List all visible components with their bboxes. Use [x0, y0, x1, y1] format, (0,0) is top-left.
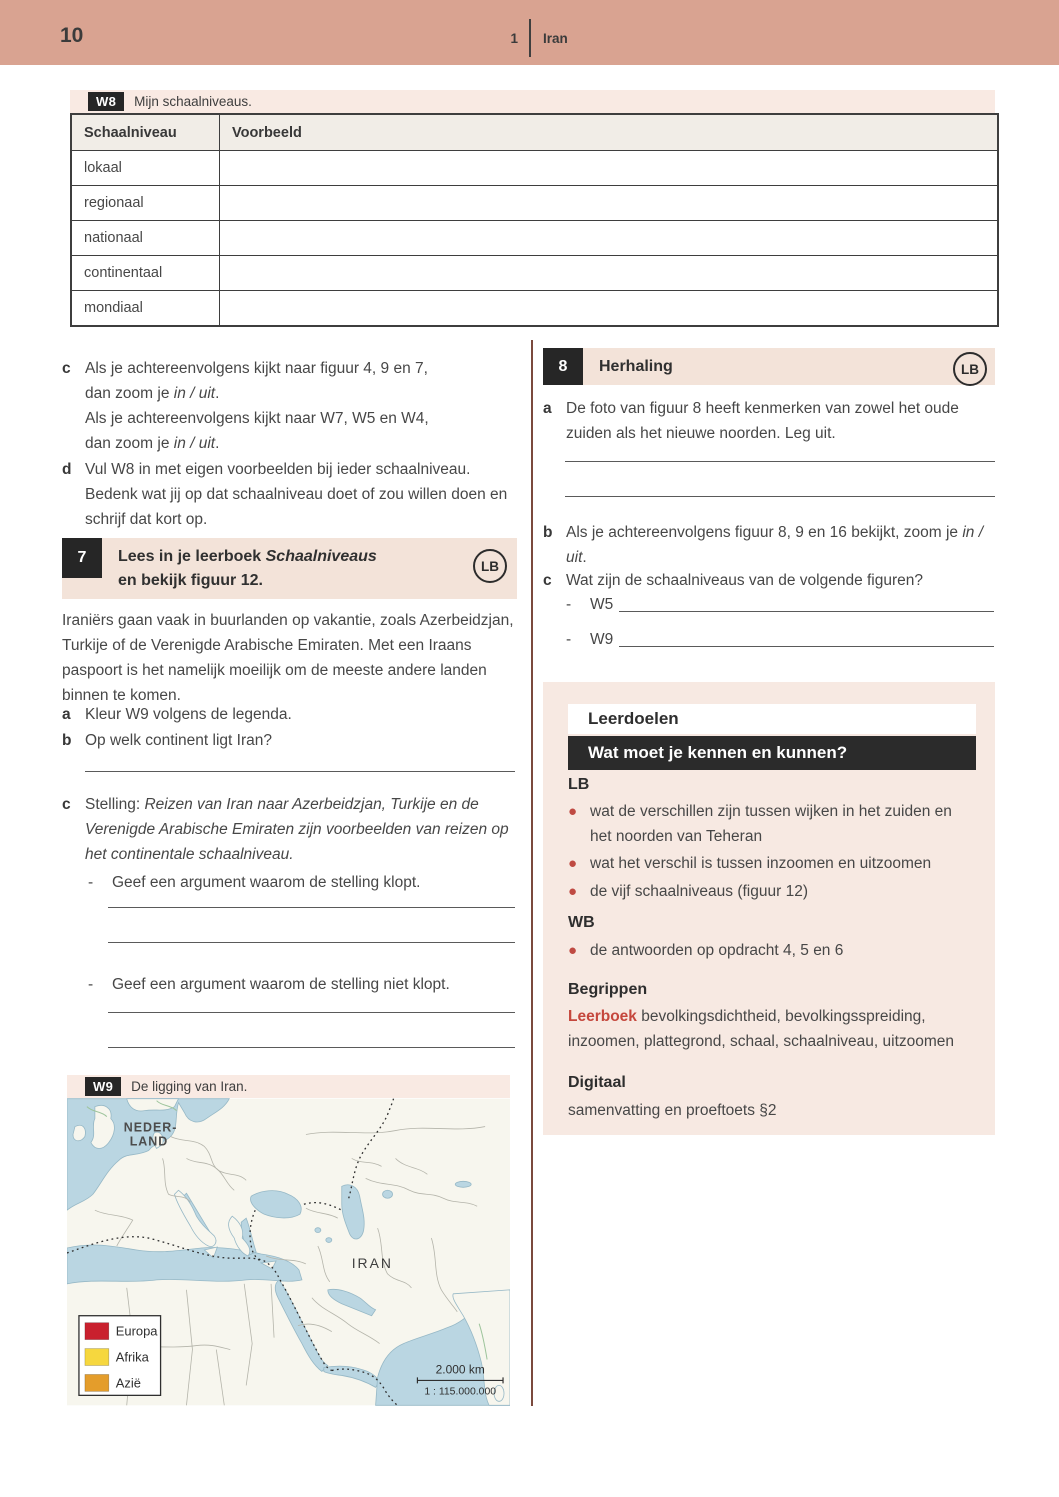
legend-label: Afrika [115, 1349, 149, 1365]
question-text [85, 792, 517, 867]
leerdoelen-box [543, 682, 995, 1135]
line: Als je achtereenvolgens kijkt naar figuur 4, 9 en 7, [85, 360, 428, 377]
w9-figure-badge: W9 [85, 1077, 121, 1096]
question-text: Kleur W9 volgens de legenda. [85, 706, 292, 723]
legend-swatch-afrika[interactable] [85, 1349, 109, 1366]
answer-cell[interactable] [220, 186, 997, 220]
table-row [72, 290, 997, 325]
netherlands-label-line1: NEDER- [123, 1120, 178, 1135]
text: . [215, 435, 220, 452]
question-text [85, 356, 517, 456]
w9-caption-strip [67, 1075, 510, 1098]
list-item [568, 880, 976, 905]
leerboek-badge: LB [953, 352, 987, 386]
question-letter: c [543, 572, 552, 589]
question-a [62, 702, 517, 727]
page-number: 10 [60, 24, 84, 47]
w8-caption-strip [70, 90, 995, 113]
leerboek-badge: LB [473, 549, 507, 583]
bullet-icon: ● [568, 855, 578, 872]
question-b [543, 520, 995, 570]
column-header-schaalniveau: Schaalniveau [72, 115, 220, 150]
row-label: mondiaal [72, 291, 220, 325]
map-legend [79, 1316, 161, 1396]
leerboek-label: Leerboek [568, 1008, 637, 1025]
question-b [62, 728, 517, 753]
text: . [215, 385, 220, 402]
table-row [72, 220, 997, 255]
chapter-divider [529, 19, 531, 57]
w8-caption: Mijn schaalniveaus. [134, 94, 252, 109]
w8-figure-badge: W8 [88, 92, 124, 111]
question-text: Wat zijn de schaalniveaus van de volgende figuren? [566, 572, 924, 589]
sub-question [88, 870, 516, 895]
digitaal-heading: Digitaal [568, 1074, 626, 1091]
digitaal-text: samenvatting en proeftoets §2 [568, 1102, 777, 1119]
question-letter: c [62, 796, 71, 813]
dash: - [566, 596, 572, 613]
question-letter: a [62, 706, 71, 723]
begrippen-terms: bevolkingsdichtheid, bevolkingsspreiding, inzoomen, plattegrond, schaal, schaalniveau, uitzoomen [568, 1008, 955, 1050]
wb-bullet-list [568, 939, 976, 964]
exercise-7-header [62, 538, 517, 599]
legend-swatch-europa[interactable] [85, 1323, 109, 1340]
text: Als je achtereenvolgens figuur 8, 9 en 16 bekijkt, zoom je [566, 524, 963, 541]
answer-cell[interactable] [220, 256, 997, 290]
question-text: De foto van figuur 8 heeft kenmerken van zowel het oude zuiden als het nieuwe noorden. Leg uit. [566, 400, 959, 442]
question-c [62, 356, 517, 456]
in-uit-choice[interactable]: in / uit [566, 524, 984, 566]
answer-cell[interactable] [220, 221, 997, 255]
question-letter: c [62, 360, 71, 377]
list-item [568, 852, 976, 877]
wb-heading: WB [568, 914, 595, 931]
chapter-title: Iran [543, 31, 568, 46]
netherlands-label-line2: LAND [129, 1134, 169, 1149]
column-header-voorbeeld: Voorbeeld [232, 124, 302, 141]
answer-cell[interactable] [220, 151, 997, 185]
iran-label: IRAN [351, 1254, 393, 1271]
legend-label: Europa [115, 1323, 158, 1339]
answer-line[interactable] [108, 942, 515, 943]
list-item-text: de antwoorden op opdracht 4, 5 en 6 [590, 942, 844, 959]
answer-line[interactable] [108, 907, 515, 908]
figure-ref: W5 [590, 596, 614, 613]
table-row [72, 255, 997, 290]
question-letter: b [543, 524, 553, 541]
row-label: lokaal [72, 151, 220, 185]
sub-question-w9 [566, 627, 994, 652]
answer-line[interactable] [619, 592, 994, 612]
lb-bullet-list [568, 800, 976, 904]
lb-heading: LB [568, 776, 590, 793]
answer-line[interactable] [108, 1047, 515, 1048]
legend-swatch-azie[interactable] [85, 1374, 109, 1391]
answer-line[interactable] [108, 1012, 515, 1013]
intro-paragraph: Iraniërs gaan vaak in buurlanden op vakantie, zoals Azerbeidzjan, Turkije of de Verenigde Arabische Emiraten. Met een Iraans paspoort is het namelijk moeilijk om de meeste andere landen binnen te komen. [62, 612, 514, 704]
table-row [72, 185, 997, 220]
sub-question-text: Geef een argument waarom de stelling niet klopt. [112, 976, 450, 993]
sub-question [88, 972, 516, 997]
answer-line[interactable] [85, 771, 515, 772]
text: dan zoom je [85, 385, 174, 402]
begrippen-text [568, 1004, 973, 1054]
column-divider [531, 340, 533, 1406]
answer-line[interactable] [565, 496, 995, 497]
sub-question-text: Geef een argument waarom de stelling klopt. [112, 874, 421, 891]
row-label: continentaal [72, 256, 220, 290]
question-c2 [62, 792, 517, 867]
legend-label: Azië [115, 1375, 141, 1391]
sub-question-w5 [566, 592, 994, 617]
text: dan zoom je [85, 435, 174, 452]
figure-ref: W9 [590, 631, 614, 648]
bullet-icon: ● [568, 942, 578, 959]
line [85, 381, 517, 406]
exercise-number-badge: 8 [543, 348, 583, 385]
answer-cell[interactable] [220, 291, 997, 325]
exercise-title: Herhaling [599, 358, 673, 375]
row-label: regionaal [72, 186, 220, 220]
w9-map [67, 1098, 510, 1406]
question-letter: b [62, 732, 72, 749]
bullet-icon: ● [568, 803, 578, 820]
scale-distance: 2.000 km [435, 1362, 485, 1377]
dash: - [88, 976, 94, 993]
in-uit-choice[interactable]: in / uit [173, 435, 216, 452]
question-text: Vul W8 in met eigen voorbeelden bij ieder schaalniveau. Bedenk wat jij op dat schaalniveau doet of zou willen doen en schrijf dat kort op. [85, 461, 508, 528]
table-row [72, 150, 997, 185]
begrippen-heading: Begrippen [568, 981, 648, 998]
chapter-number: 1 [510, 31, 518, 46]
question-c [543, 568, 995, 593]
list-item-text: de vijf schaalniveaus (figuur 12) [590, 882, 808, 900]
title-line2: en bekijk figuur 12. [118, 572, 263, 589]
question-letter: d [62, 461, 72, 478]
question-d [62, 457, 520, 532]
question-text: Op welk continent ligt Iran? [85, 732, 272, 749]
line [85, 431, 517, 456]
exercise-number-badge: 7 [62, 538, 102, 578]
title-italic: Schaalniveaus [265, 548, 377, 565]
in-uit-choice[interactable]: in / uit [173, 385, 216, 402]
question-a [543, 396, 995, 446]
scale-ratio: 1 : 115.000.000 [424, 1386, 497, 1398]
table-header-row [72, 115, 997, 150]
list-item [568, 939, 976, 964]
title-text: Lees in je leerboek [118, 548, 266, 565]
line: Als je achtereenvolgens kijkt naar W7, W5 en W4, [85, 410, 429, 427]
answer-line[interactable] [619, 627, 994, 647]
list-item [568, 800, 976, 849]
answer-line[interactable] [565, 461, 995, 462]
dash: - [88, 874, 94, 891]
text: . [582, 549, 587, 566]
w8-table [70, 113, 999, 327]
leerdoelen-title: Leerdoelen [568, 704, 976, 734]
stelling-italic: Reizen van Iran naar Azerbeidzjan, Turkije en de Verenigde Arabische Emiraten zijn voorbeelden van reizen op het continentale schaalniveau. [85, 796, 509, 863]
leerdoelen-subtitle: Wat moet je kennen en kunnen? [568, 736, 976, 770]
list-item-text: wat de verschillen zijn tussen wijken in het zuiden en het noorden van Teheran [590, 803, 952, 845]
exercise-8-header [543, 348, 995, 385]
dash: - [566, 631, 572, 648]
question-letter: a [543, 400, 552, 417]
list-item-text: wat het verschil is tussen inzoomen en uitzoomen [590, 855, 932, 872]
question-text [566, 520, 995, 570]
w9-caption: De ligging van Iran. [131, 1079, 248, 1094]
text: Stelling: [85, 796, 145, 813]
bullet-icon: ● [568, 882, 578, 900]
row-label: nationaal [72, 221, 220, 255]
exercise-title [118, 545, 377, 593]
